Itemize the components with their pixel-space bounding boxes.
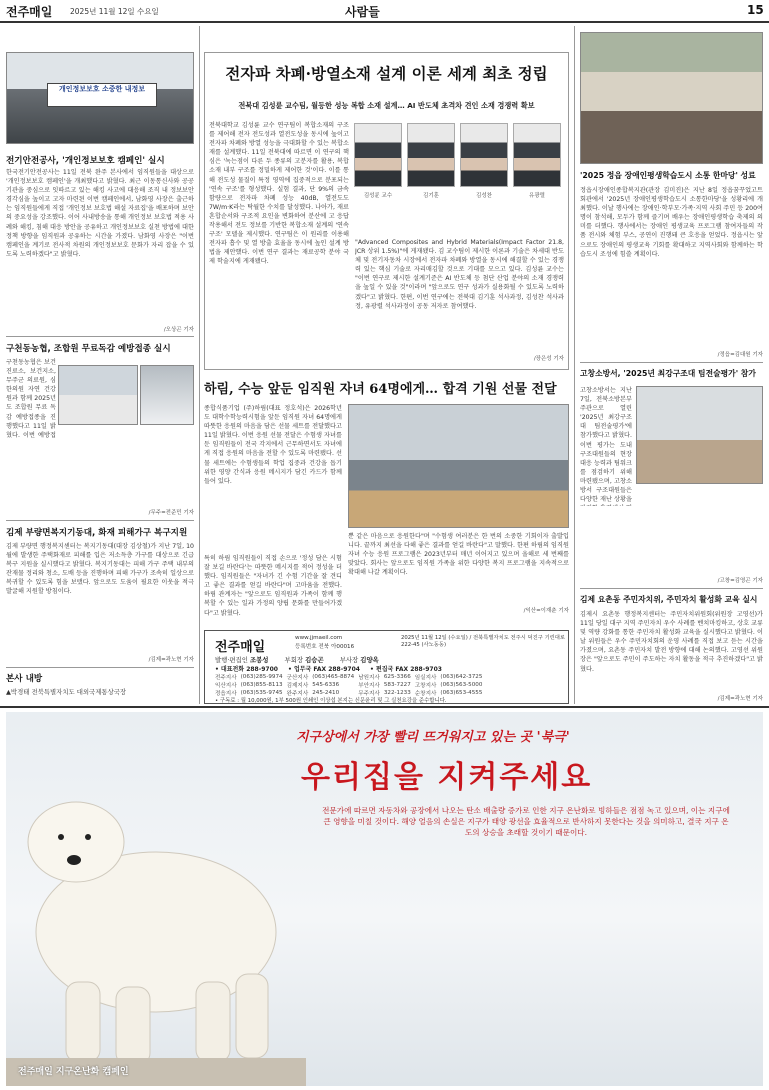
photo-privacy-campaign — [6, 52, 194, 144]
ad-credit: 전주매일 지구온난화 캠페인 — [18, 1067, 129, 1077]
publisher-url[interactable]: www.jjmaeil.com — [295, 635, 343, 641]
staff-name-3: 김양옥 — [360, 656, 379, 664]
bear-leg-1 — [66, 982, 100, 1062]
left-article-2-body-cont — [6, 442, 194, 504]
center-article-2-body-left: 종합식품기업 (주)하림(대표 정호석)은 2026학년도 대학수학능력시험을 앞둔 임직원 자녀 64명에게 따뜻한 응원의 마음을 담은 선물 세트를 전달했다고 11일 밝혔다. 이번 응원 선물 전달은 수험생 자녀를 둔 임직원들이 전국 각지에서 근무하면서도 자녀에게 직접 응원의 마음을 전할 수 있도록 마련됐다. 선물 세트에는 수험생들의 학업 집중과 건강을 돕기 위한 영양 간식과 응원 메시지가 담긴 카드가 함께 들어 있다. — [204, 405, 342, 485]
ad-headline: 우리집을 지켜주세요 — [301, 760, 593, 795]
col-rule-right — [574, 26, 575, 704]
left-article-2-body: 구천동농협은 보건진료소, 보건지소, 무주군 의료원, 심한의원 자연 건강원과 함께 2025년도 조합원 무료 독감 예방접종을 진행했다고 11일 밝혔다. 이번 예방접 — [6, 359, 56, 439]
left-divider-2 — [6, 520, 194, 521]
right-divider-2 — [580, 588, 763, 589]
ad-tagline: 지구상에서 가장 빨리 뜨거워지고 있는 곳 '북극' — [296, 730, 570, 745]
phone-label-2: • 업무국 FAX — [288, 666, 327, 673]
page-header — [0, 0, 769, 22]
left-article-3-byline: /김제=곽노현 기자 — [148, 657, 194, 663]
left-article-1-body: 한국전기안전공사는 11일 전북 완주 본사에서 임직원들을 대상으로 '개인정보보호 캠페인'을 개최했다고 밝혔다. 최근 이동통신사와 공공기관을 중심으로 잇따르고 있는 해킹 사고에 대응해 조직 내 정보보안 경각심을 높이고 고자 마련된 이번 캠페인에서, 남화영 사장은 출근하는 임직원들에게 직접 '개인정보 보호법 해설 자료집'을 배포하며 보안의 중요성을 강조했다. 이어 사내방송을 통해 개인정보 보호법 적용 사례와 해킹, 침해 대응 방안을 공유하고 개인정보보호 실천 방법에 대한 정책 방향을 임직원과 공유하는 시간을 가졌다. 남화영 사장은 "이번 캠페인을 계기로 전사적 차원의 개인정보보호 문화가 자리 잡을 수 있도록 노력하겠다"고 밝혔다. — [6, 169, 194, 258]
bear-leg-3 — [196, 982, 230, 1062]
right-article-1-byline: /정읍=김대원 기자 — [717, 352, 763, 358]
phone-label-3: • 편집국 FAX — [370, 666, 409, 673]
right-article-3-title: 김제 요촌동 주민자치위, 주민자치 활성화 교육 실시 — [580, 595, 758, 604]
phone-num-2: 288-9704 — [328, 666, 360, 673]
staff-role-3: 부사장 — [339, 656, 359, 664]
photo-harim-gift — [348, 404, 569, 528]
campaign-sign: 개인정보보호 소중한 내정보 — [47, 83, 157, 107]
photo-gochang-rescue — [636, 386, 763, 484]
right-article-1-title: '2025 정읍 장애인평생학습도시 소통 한마당' 성료 — [580, 171, 756, 180]
phone-line — [215, 664, 565, 673]
bear-leg-4 — [236, 974, 268, 1058]
climate-ad — [6, 712, 763, 1086]
left-article-1-byline: /오상곤 기자 — [163, 327, 194, 333]
portrait-caption-4: 유광렬 — [529, 193, 545, 199]
table-row: 정읍지사 (063)535-9745 완주지사 245-2410 무주지사 322-1233 순창지사 (063)653-4555 — [215, 690, 483, 697]
left-article-3-body: 김제 부량면 행정복지센터는 복지기동대(대장 김상철)가 지난 7일, 10월에 발생한 주택화재로 피해를 입은 저소득층 가구를 대상으로 긴급 복구 지원을 실시했다고 밝혔다. 복지기동대는 피해 가구 주택 내부의 잔재물 정리와 청소, 도배 등을 진행하며 피해 가구가 조속히 일상으로 복귀할 수 있도록 힘을 보탰다. 앞으로도 도움이 필요한 이웃을 적극 발굴해 지원할 방침이다. — [6, 543, 194, 596]
portrait-yu-gwangryeol — [513, 123, 561, 187]
phone-num-1: 288-9700 — [246, 666, 278, 673]
center-article-2-body-mid: 특히 하림 임직원들이 직접 손으로 '정성 담은 시험 잘 보길 바란다'는 따뜻한 메시지를 적어 정성을 더했다. 임직원들은 "자녀가 긴 수험 기간을 잘 견디고 좋은 결과를 얻길 바란다"며 고마움을 전했다. 하림 관계자는 "앞으로도 임직원과 가족이 함께 행복할 수 있는 일과 가정의 양립 문화를 만들어가겠다"고 밝혔다. — [204, 555, 342, 617]
ad-top-rule — [0, 706, 769, 708]
right-article-2-byline: /고창=김영곤 기자 — [717, 578, 763, 584]
col-rule-left — [199, 26, 200, 704]
staff-role-1: 발행·편집인 — [215, 656, 248, 664]
center-article-1-title: 전자파 차폐·방열소재 설계 이론 세계 최초 정립 — [225, 64, 548, 83]
portrait-kim-seongchan — [460, 123, 508, 187]
center-article-2-title: 하림, 수능 앞둔 임직원 자녀 64명에게… 합격 기원 선물 전달 — [204, 382, 557, 397]
ad-body: 전문가에 따르면 자동차와 공장에서 나오는 탄소 배출량 증가로 인한 지구 온난화로 빙하들은 점점 녹고 있으며, 이는 지구에 큰 영향을 미칠 것이다. 해양 얼음의 손실은 지구가 태양 광선을 효율적으로 반사하지 못한다는 것을 의미하고, 결국 지구 온도의 상승을 초래할 것이기 때문이다. — [322, 806, 730, 837]
publisher-box — [204, 630, 569, 704]
table-row: 전주지사 (063)285-9974 군산지사 (063)465-8874 남원지사 625-3366 임실지사 (063)642-3725 — [215, 674, 483, 681]
table-row: 익산지사 (063)855-8113 김제지사 545-6336 부안지사 583-7227 고창지사 (063)563-5000 — [215, 682, 483, 689]
staff-line — [215, 655, 565, 664]
right-article-2-body-cont — [580, 508, 763, 574]
phone-num-3: 288-9703 — [410, 666, 442, 673]
page-number: 15 — [747, 3, 764, 17]
publisher-address: 2025년 11월 12일 (수요일) / 전북특별자치도 전주시 덕진구 기린대로 222-45 (사노동동) — [401, 635, 566, 648]
right-article-2-body: 고창소방서는 지난 7일, 전북소방본부 주관으로 열린 '2025년 최강구조대 팀전술평가'에 참가했다고 밝혔다. 이번 평가는 도내 구조대원들의 현장 대응 능력과 팀워크를 점검하기 위해 마련됐으며, 고창소방서 구조대원들은 다양한 재난 상황을 — [580, 387, 632, 504]
staff-name-2: 김승곤 — [305, 656, 324, 664]
portrait-kim-seongryun — [354, 123, 402, 187]
issue-date: 2025년 11월 12일 수요일 — [70, 7, 159, 16]
portrait-caption-3: 김성찬 — [476, 193, 492, 199]
polar-bear-illustration — [6, 712, 306, 1086]
right-article-3-body: 김제시 요촌동 행정복지센터는 주민자치위원회(위원장 고영선)가 11일 당일 대구 지역 주민자치 우수 사례를 벤치마킹하고, 상호 교류 및 역량 강화를 통한 주민자치 활성화 교육을 실시했다고 밝혔다. 이날 위원들은 우수 주민자치회의 운영 사례를 직접 보고 듣는 시간을 가졌으며, 요촌동 주민자치 발전 방향에 대해 논의했다. 고영선 위원장은 "앞으로도 주민이 주도하는 자치 활동을 적극 추진하겠다"고 밝혔다. — [580, 611, 763, 673]
photo-flu-vaccination-2 — [140, 365, 194, 425]
center-article-1-body-right: "Advanced Composites and Hybrid Materials(Impact Factor 21.8, JCR 상위 1.5%)"에 게재됐다. 김 교수팀이 제시한 이론과 기술은 차세대 반도체 및 전기자동차 시장에서 전자파 차폐와 방열을 동시에 해결할 수 있는 경쟁력 있는 핵심 기술로 자리매김할 것으로 기대를 모으고 있다. 김성륜 교수는 "이번 연구로 제시한 설계기준은 AI 반도체 등 첨단 산업 분야의 소재 경쟁력을 높일 수 있을 것"이라며 "앞으로도 연구 성과가 실용화될 수 있도록 노력하겠다"고 밝혔다. 한편, 이번 연구에는 전북대 김기훈 석사과정, 김성찬 석사과정, 유광렬 석사과정이 공동 저자로 참여했다. — [355, 239, 564, 310]
center-article-1-subtitle: 전북대 김성륜 교수팀, 월등한 성능 복합 소재 설계… AI 반도체 초격차 견인 소재 경쟁력 확보 — [238, 101, 535, 110]
left-divider-1 — [6, 336, 194, 337]
staff-role-2: 부회장 — [284, 656, 304, 664]
center-article-1-byline: /장은성 기자 — [533, 356, 564, 362]
staff-name-1: 조봉성 — [249, 656, 269, 664]
paper-name: 전주매일 — [6, 5, 53, 19]
phone-label-1: • 대표전화 — [215, 666, 245, 673]
left-article-4-title: 본사 내방 — [6, 674, 43, 684]
photo-jeongeup-event — [580, 32, 763, 164]
publisher-name: 전주매일 — [215, 640, 266, 655]
left-article-3-title: 김제 부량면복지기동대, 화재 피해가구 복구지원 — [6, 528, 188, 538]
publisher-footer: • 구독료 : 월 10,000원, 1부 500원 인쇄인 이상섭 본지는 신문윤리 및 그 실천요강을 준수합니다. — [215, 698, 447, 704]
center-article-2-body-right: 뿐 같은 마음으로 응원한다"며 "수험생 여러분은 한 번의 소중한 기회이자 출발입니다. 끝까지 최선을 다해 좋은 결과를 얻길 바란다"고 말했다. 한편 하림의 임직원 자녀 수능 응원 프로그램은 2023년부터 매년 이어지고 있으며 올해로 세 번째를 맞았다. 회사는 앞으로도 임직원 가족을 위한 다양한 복지 프로그램을 지속적으로 확대해 나갈 계획이다. — [348, 533, 569, 577]
bear-eye-left — [58, 834, 64, 840]
photo-flu-vaccination — [58, 365, 138, 425]
center-article-2-byline: /익산=이재춘 기자 — [523, 608, 569, 614]
left-article-2-byline: /무주=전준민 기자 — [148, 510, 194, 516]
right-article-2-title: 고창소방서, '2025년 최강구조대 팀전술평가' 참가 — [580, 369, 756, 378]
researcher-portraits — [352, 121, 564, 231]
branch-table — [213, 673, 484, 697]
portrait-caption-1: 김성륜 교수 — [363, 193, 393, 199]
right-article-3-byline: /김제=곽노현 기자 — [717, 696, 763, 702]
center-article-1-body-left: 전북대학교 김성륜 교수 연구팀이 복합소재의 구조를 제어해 전자 전도성과 열전도성을 동시에 높이고 전자파 차폐와 방열 성능을 극대화할 수 있는 복합소재를 설계했다. 11일 전북대에 따르면 이 연구의 핵심은 '녹는점이 다른 두 종류의 고분자를 활용, 복합소재 내부 구조를 정밀하게 제어한 것'이다. 이를 통해 전도성 물질이 특정 영역에 집중적으로 분포되는 '연속 구조'를 형성했다. 실험 결과, 단 9%의 금속 함량으로 전자파 차폐 성능 40dB, 열전도도 7W/m·K라는 탁월한 수치를 달성했다. 나아가, 재료 혼합순서와 구조적 요인을 변화하여 분산에 고 응답 작용해서 전도 정보를 기반한 복합소재 설계의 '연속 구조' 모델을 제시했다. 연구팀은 이 원리를 이용해 전자파 흡수 및 열 방출 효율을 동시에 높인 설계 방법을 제안했다. 이번 연구 결과는 재료공학 분야 국제 학술지에 게재됐다. — [209, 122, 349, 266]
bear-nose — [67, 855, 81, 865]
left-article-2-title: 구천동농협, 조합원 무료독감 예방접종 실시 — [6, 344, 171, 354]
header-rule — [0, 21, 769, 23]
right-article-1-body: 정읍시장애인종합복지관(관장 김미진)은 지난 8일 정읍꿈꾸었고트회관에서 '2025년 장애인평생학습도시 소통한마당'을 성황리에 개최했다. 이날 행사에는 장애인·학부모·가족·지역 사회 주민 등 200여 명이 참석해, 모두가 함께 즐기며 배우는 장애인평생학습 축제의 의미를 더했다. 행사에서는 장애인 평생교육 프로그램 참여자들의 작품 전시와 체험 부스, 공연이 진행돼 큰 호응을 얻었다. 정읍시는 앞으로도 장애인의 평생교육 기회를 확대하고 지역사회와 함께하는 학습도시 조성에 힘쓸 계획이다. — [580, 187, 763, 258]
bear-head — [28, 802, 124, 882]
bear-eye-right — [85, 834, 91, 840]
left-article-1-title: 전기안전공사, '개인정보보호 캠페인' 실시 — [6, 156, 165, 166]
bear-leg-2 — [116, 987, 150, 1065]
portrait-kim-gihun — [407, 123, 455, 187]
left-article-4-body: ▲박경태 전북특별자치도 대외국제통상국장 — [6, 688, 127, 696]
publisher-reg: 등록번호 전북 아00016 — [295, 644, 355, 650]
right-divider-1 — [580, 362, 763, 363]
left-divider-3 — [6, 667, 194, 668]
portrait-caption-2: 김기훈 — [423, 193, 439, 199]
section-title: 사람들 — [345, 5, 380, 19]
